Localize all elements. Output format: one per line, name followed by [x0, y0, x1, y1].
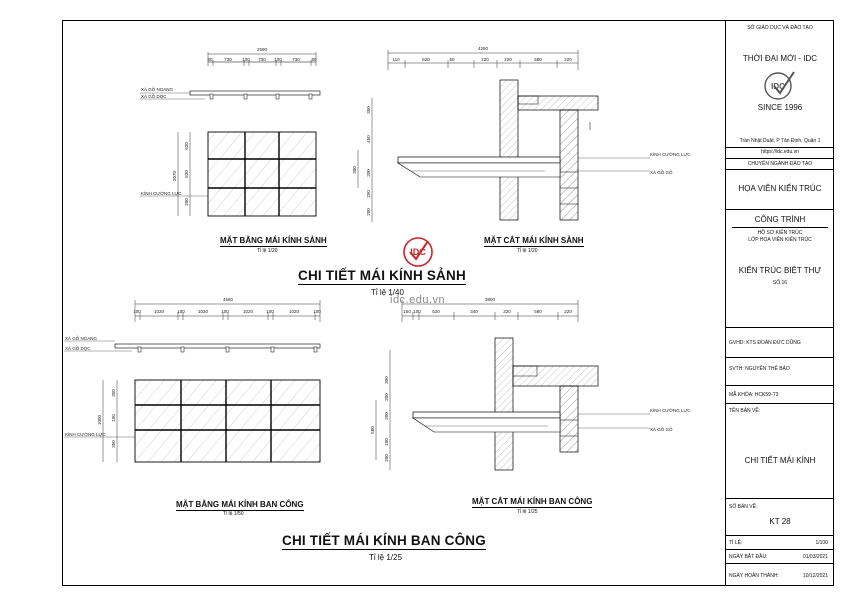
tb-gvhd: GVHD: KTS ĐOÀN ĐỨC DŨNG [729, 340, 801, 346]
dim-section-balcony-total: 3800 [484, 297, 496, 302]
dim-part: 80 [311, 57, 317, 62]
tb-project [726, 210, 834, 328]
dim-row: 350 [111, 389, 116, 397]
title-section-lobby-text: MẶT CẮT MÁI KÍNH SẢNH [484, 236, 584, 245]
scale-plan-balcony: Tỉ lệ 1/50 [223, 511, 244, 517]
dim-row: 620 [184, 170, 189, 178]
tb-since: SINCE 1996 [757, 103, 803, 112]
dim-vert: 350 [366, 106, 371, 114]
title-plan-balcony [176, 500, 304, 509]
dim-part: 100 [313, 309, 321, 314]
dim-vert: 250 [366, 190, 371, 198]
tb-project-line2: LỚP HỌA VIÊN KIẾN TRÚC [748, 237, 812, 243]
plan-lobby [140, 47, 320, 216]
dim-row: 350 [111, 440, 116, 448]
tb-sheet-row [726, 499, 834, 536]
section-balcony [370, 297, 691, 470]
label-kinh-cuong-luc-section-2: KÍNH CƯỜNG LỰC [650, 408, 691, 413]
dim-part: 220 [481, 57, 489, 62]
tb-logo-text: IDC [771, 82, 785, 91]
label-xa-go-ngang: XÀ GỒ NGANG [141, 87, 174, 92]
label-kinh-cuong-luc-section: KÍNH CƯỜNG LỰC [650, 152, 691, 157]
dim-part: 220 [564, 309, 572, 314]
dim-part: 100 [133, 309, 141, 314]
title-section-balcony-text: MẶT CẮT MÁI KÍNH BAN CÔNG [472, 497, 593, 506]
tb-drawing-row [726, 404, 834, 499]
dim-vert: 450 [366, 135, 371, 143]
tb-major-label: CHUYÊN NGÀNH ĐÀO TẠO [747, 161, 813, 167]
watermark-logo [404, 238, 432, 266]
dim-vert: 100 [384, 438, 389, 446]
dim-row: 620 [184, 142, 189, 150]
tb-start-row [726, 550, 834, 564]
dim-section-lobby-total: 4260 [477, 46, 489, 51]
dim-vert: 200 [384, 393, 389, 401]
dim-part: 100 [266, 309, 274, 314]
tb-course-row [726, 386, 834, 404]
dim-part: 100 [221, 309, 229, 314]
tb-address: Trần Nhật Duật, P Tân Định, Quận 1 [739, 138, 821, 144]
group-scale-balcony: Tỉ lệ 1/25 [369, 553, 402, 562]
dim-part: 1020 [153, 309, 165, 314]
plan-balcony [64, 297, 321, 462]
tb-gvhd-row [726, 328, 834, 358]
dim-vert: 200 [366, 208, 371, 216]
dim-part: 580 [534, 57, 542, 62]
tb-sheet-no: KT 28 [769, 517, 791, 526]
dim-part: 100 [242, 57, 250, 62]
watermark-site: idc.edu.vn [390, 294, 446, 306]
dim-part: 620 [422, 57, 430, 62]
dim-plan-balcony-height: 1000 [97, 414, 102, 426]
dim-vert: 300 [384, 376, 389, 384]
section-lobby [352, 46, 691, 222]
label-kinh-cuong-luc-2: KÍNH CƯỜNG LỰC [65, 432, 106, 437]
tb-logo [760, 66, 800, 102]
group-title-lobby-text: CHI TIẾT MÁI KÍNH SẢNH [298, 268, 466, 283]
dim-part: 220 [504, 57, 512, 62]
title-plan-lobby [220, 236, 327, 245]
dim-row: 200 [184, 198, 189, 206]
dim-part: 220 [503, 309, 511, 314]
dim-part: 1020 [197, 309, 209, 314]
dim-part: 1020 [288, 309, 300, 314]
watermark-logo-text: IDC [410, 247, 426, 257]
dim-part: 520 [432, 309, 440, 314]
tb-end: 10/12/2021 [802, 573, 828, 579]
label-xa-go-ngang-2: XÀ GỒ NGANG [65, 336, 98, 341]
tb-drawing-label: TÊN BẢN VẼ: [729, 408, 761, 414]
tb-drawing-name: CHI TIẾT MÁI KÍNH [744, 456, 816, 465]
dim-part: 1020 [242, 309, 254, 314]
dim-part: 50 [449, 57, 455, 62]
dim-part: 220 [564, 57, 572, 62]
dim-plan-balcony-total: 4580 [222, 297, 234, 302]
tb-end-label: NGÀY HOÀN THÀNH: [729, 573, 779, 579]
dim-vert: 580 [370, 426, 375, 434]
title-plan-balcony-text: MẶT BẰNG MÁI KÍNH BAN CÔNG [176, 500, 304, 509]
dim-part: 730 [292, 57, 300, 62]
tb-scale-row [726, 536, 834, 550]
label-xa-go-doc-2: XÀ GỒ DỌC [65, 346, 91, 351]
dim-part: 580 [534, 309, 542, 314]
dim-part: 730 [224, 57, 232, 62]
dim-vert: 200 [384, 454, 389, 462]
tb-ministry: SỞ GIÁO DỤC VÀ ĐÀO TẠO [747, 25, 813, 31]
dim-part: 100 [177, 309, 185, 314]
group-title-balcony-text: CHI TIẾT MÁI KÍNH BAN CÔNG [282, 533, 486, 548]
label-xa-go-doc: XÀ GỒ DỌC [141, 94, 167, 99]
tb-sheet-label: SỐ BẢN VẼ: [729, 504, 758, 510]
dim-part: 730 [258, 57, 266, 62]
dim-vert: 300 [352, 166, 357, 174]
group-title-lobby [298, 268, 466, 283]
tb-company: THỜI ĐẠI MỚI - IDC [742, 54, 818, 63]
tb-start-label: NGÀY BẮT ĐẦU: [729, 554, 768, 560]
dim-part: 340 [470, 309, 478, 314]
tb-major: HỌA VIÊN KIẾN TRÚC [738, 184, 822, 193]
dim-vert: 200 [384, 412, 389, 420]
title-section-lobby [484, 236, 584, 245]
tb-course: MÃ KHÓA: HCK59-T3 [729, 392, 779, 398]
tb-project-line1: HỒ SƠ KIẾN TRÚC [757, 230, 803, 236]
title-block [725, 20, 834, 586]
tb-end-row [726, 564, 834, 586]
dim-part: 150 [403, 309, 411, 314]
dim-vert: 200 [366, 169, 371, 177]
title-section-balcony [472, 497, 592, 506]
tb-major-row [726, 170, 834, 210]
label-kinh-cuong-luc: KÍNH CƯỜNG LỰC [141, 191, 182, 196]
dim-part: 110 [392, 57, 400, 62]
tb-website: https://idc.edu.vn [761, 149, 799, 155]
tb-scale-label: TỈ LỆ: [729, 540, 743, 546]
tb-project-label: CÔNG TRÌNH [754, 215, 806, 224]
tb-project-no: SỐ.16 [772, 280, 788, 286]
scale-section-lobby: Tỉ lệ 1/20 [517, 248, 538, 254]
label-xa-go-go: XÀ GỒ GỖ [650, 170, 673, 175]
group-scale-lobby: Tỉ lệ 1/40 [371, 288, 404, 297]
dim-part: 80 [207, 57, 213, 62]
group-title-balcony [282, 533, 486, 548]
tb-major-label-row [726, 159, 834, 170]
dim-row: 100 [111, 414, 116, 422]
dim-part: 100 [413, 309, 421, 314]
scale-section-balcony: Tỉ lệ 1/25 [517, 509, 538, 515]
tb-header [726, 20, 834, 148]
tb-start: 01/03/2021 [802, 554, 828, 560]
dim-plan-lobby-height: 2070 [172, 170, 177, 182]
tb-scale: 1/100 [815, 540, 828, 546]
dim-part: 100 [274, 57, 282, 62]
title-plan-lobby-text: MẶT BẰNG MÁI KÍNH SẢNH [220, 236, 327, 245]
tb-project-name: KIẾN TRÚC BIỆT THỰ [738, 266, 822, 275]
tb-svth: SVTH: NGUYỄN THẾ BẢO [729, 366, 790, 372]
label-xa-go-go-2: XÀ GỒ GỖ [650, 427, 673, 432]
dim-plan-lobby-total: 2590 [256, 47, 268, 52]
tb-svth-row [726, 358, 834, 386]
tb-website-row [726, 148, 834, 159]
scale-plan-lobby: Tỉ lệ 1/20 [257, 248, 278, 254]
